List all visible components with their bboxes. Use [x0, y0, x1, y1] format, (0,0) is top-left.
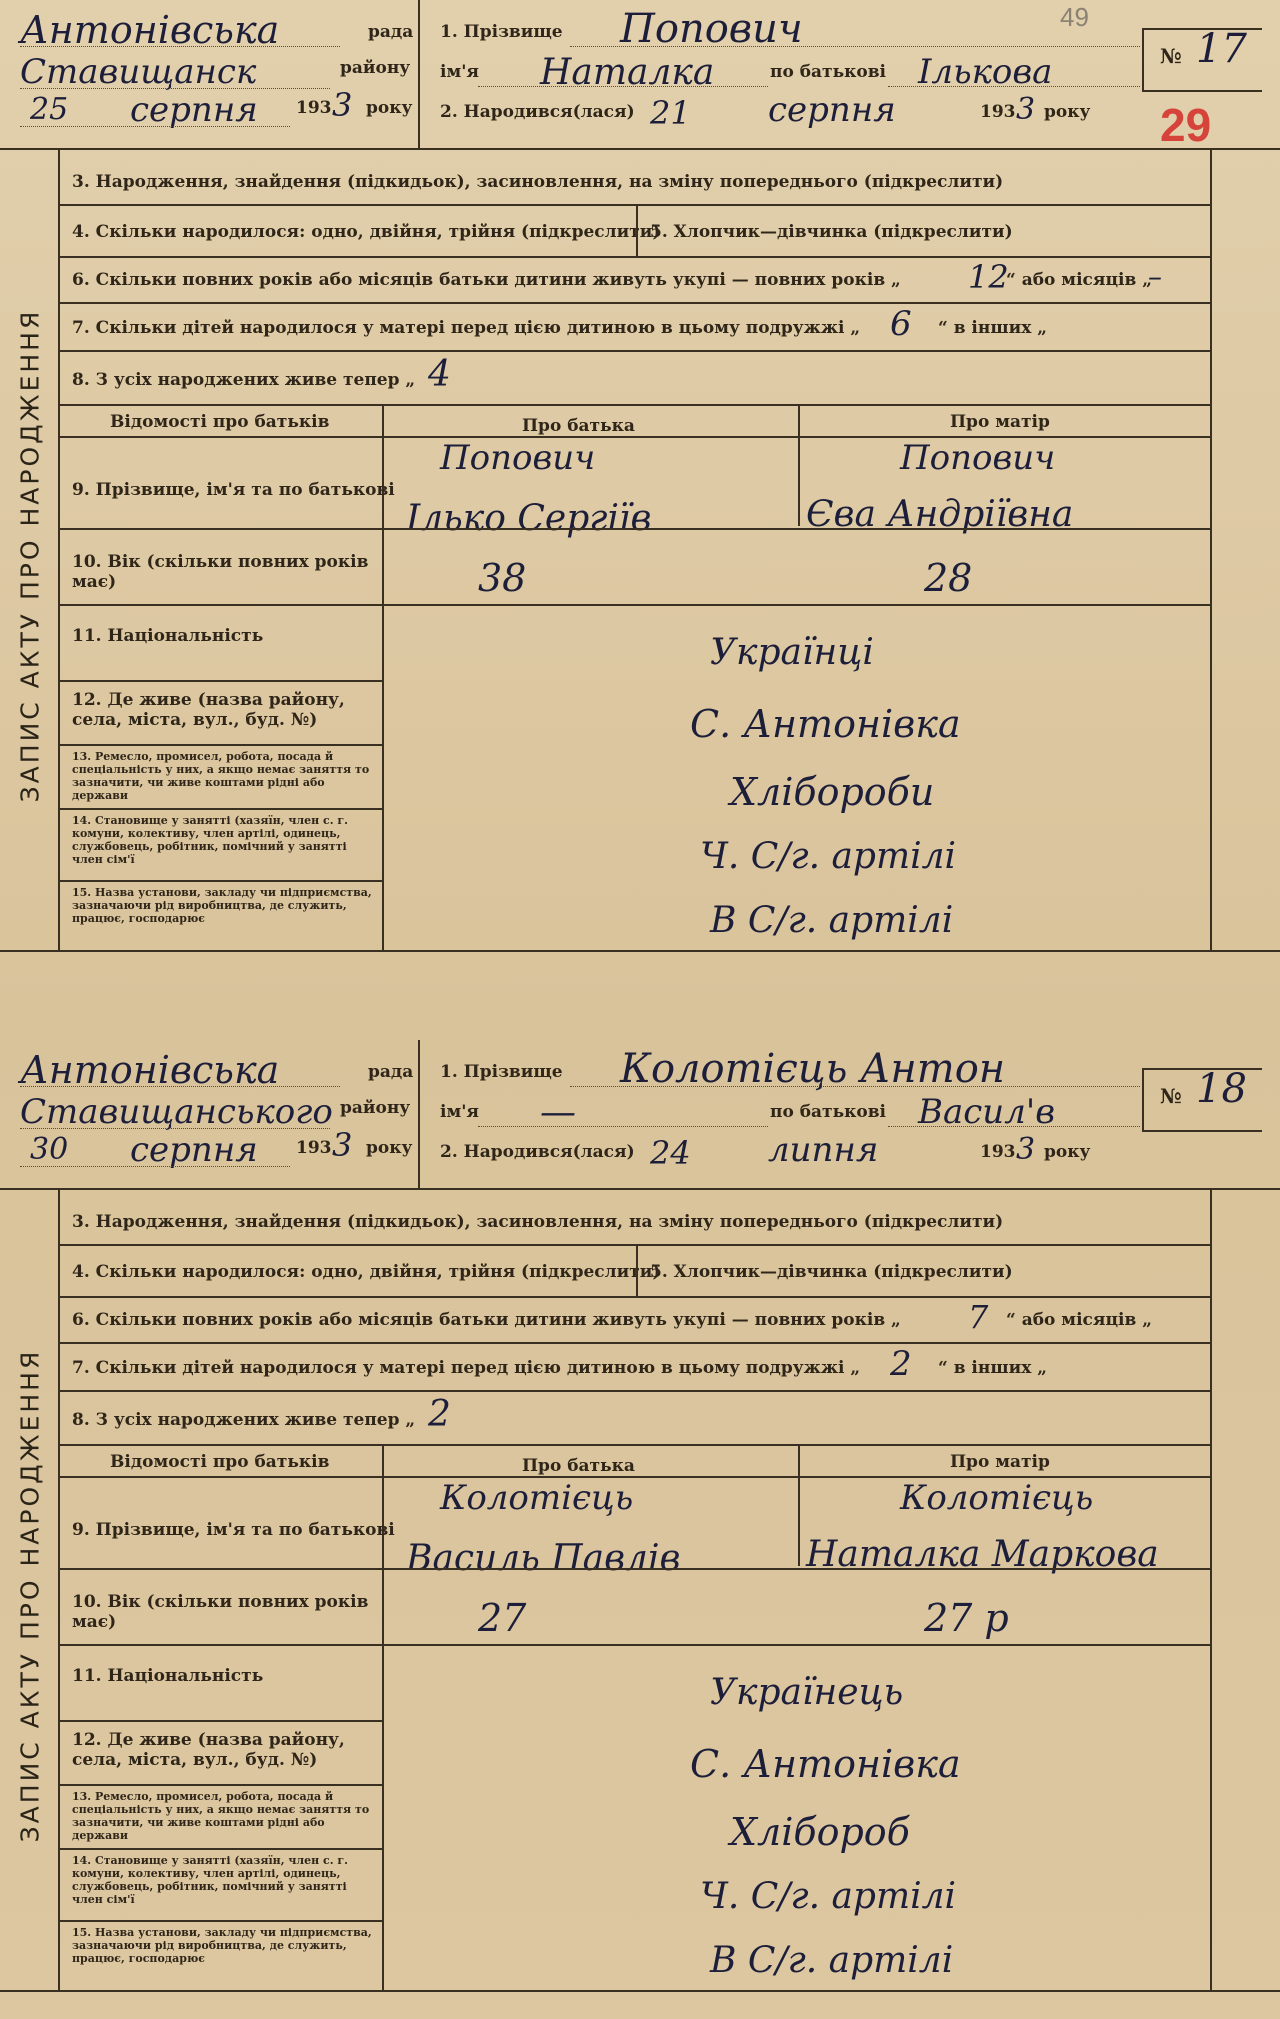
father-surname: Колотієць [440, 1478, 634, 1518]
parents-info-header: Відомості про батьків [110, 1452, 330, 1472]
birth-year-digit: 3 [1016, 92, 1036, 127]
institution: В С/г. артілі [710, 900, 954, 941]
q6-months-label: “ або місяців „ [1006, 1310, 1152, 1330]
q12-label: 12. Де живе (назва району, села, міста, вул., буд. №) [72, 1730, 345, 1770]
q6-years: 7 [968, 1298, 989, 1336]
q3-label: 3. Народження, знайдення (підкидьок), засиновлення, на зміну попереднього (підкреслити) [72, 1212, 1004, 1232]
q14-label: 14. Становище у занятті (хазяїн, член с. г. комуни, колективу, член артілі, одинець, службовець, робітник, помічний у занятті член сім'ї [72, 1854, 348, 1906]
raion-label: району [340, 58, 411, 78]
q6-months-label: “ або місяців „ [1006, 270, 1152, 290]
institution: В С/г. артілі [710, 1940, 954, 1981]
record-year-digit: 3 [332, 1126, 353, 1164]
record-number: 18 [1196, 1066, 1247, 1112]
about-mother-header: Про матір [950, 1452, 1050, 1472]
birth-year-prefix: 193 [980, 1142, 1016, 1162]
council-name: Антонівська [20, 8, 280, 52]
mother-surname: Попович [900, 438, 1056, 478]
mother-name: Наталка Маркова [806, 1534, 1159, 1575]
patronymic-label: по батькові [770, 62, 887, 82]
child-patronymic: Ількова [918, 52, 1053, 92]
birth-day: 21 [650, 94, 691, 132]
name-label: ім'я [440, 1102, 479, 1122]
record-month: серпня [130, 1130, 258, 1170]
pencil-number: 49 [1060, 2, 1089, 32]
residence: С. Антонівка [690, 1742, 961, 1786]
q4-label: 4. Скільки народилося: одно, двійня, трійня (підкреслити) [72, 1262, 661, 1282]
number-sign: № [1160, 44, 1182, 68]
q7-other-label: “ в інших „ [938, 1358, 1048, 1378]
q13-label: 13. Ремесло, промисел, робота, посада й спеціальність у них, а якщо немає заняття то зазначити, чи живе коштами рідні або держави [72, 750, 370, 802]
record-year-digit: 3 [332, 86, 353, 124]
about-father-header: Про батька [522, 416, 635, 436]
q8-alive: 4 [428, 354, 451, 395]
child-surname: Колотієць Антон [620, 1046, 1006, 1092]
mother-surname: Колотієць [900, 1478, 1094, 1518]
district-name: Ставищанск [20, 52, 257, 92]
child-first-name: Наталка [540, 52, 715, 93]
q8-label: 8. З усіх народжених живе тепер „ [72, 370, 416, 390]
surname-label: 1. Прізвище [440, 22, 563, 42]
mother-age: 28 [924, 556, 973, 600]
q9-label: 9. Прізвище, ім'я та по батькові [72, 1520, 395, 1540]
year-prefix: 193 [296, 98, 332, 118]
q4-label: 4. Скільки народилося: одно, двійня, трійня (підкреслити) [72, 222, 661, 242]
patronymic-label: по батькові [770, 1102, 887, 1122]
q6-label: 6. Скільки повних років або місяців батьки дитини живуть укупі — повних років „ [72, 270, 901, 290]
q6-label: 6. Скільки повних років або місяців батьки дитини живуть укупі — повних років „ [72, 1310, 901, 1330]
q10-label: 10. Вік (скільки повних років має) [72, 552, 369, 592]
surname-label: 1. Прізвище [440, 1062, 563, 1082]
child-first-name: — [540, 1092, 576, 1133]
q7-children: 2 [890, 1344, 912, 1384]
q11-label: 11. Національність [72, 1666, 264, 1686]
raion-label: району [340, 1098, 411, 1118]
mother-age: 27 р [924, 1596, 1009, 1640]
record-day: 30 [30, 1132, 69, 1167]
parents-info-header: Відомості про батьків [110, 412, 330, 432]
nationality: Українець [710, 1672, 904, 1713]
q5-label: 5. Хлопчик—дівчинка (підкреслити) [650, 222, 1013, 242]
q6-months: – [1148, 260, 1162, 293]
q3-label: 3. Народження, знайдення (підкидьок), засиновлення, на зміну попереднього (підкреслити) [72, 172, 1004, 192]
q11-label: 11. Національність [72, 626, 264, 646]
q6-years: 12 [968, 258, 1009, 296]
q15-label: 15. Назва установи, закладу чи підприємства, зазначаючи рід виробництва, де служить, працює, господарює [72, 886, 372, 925]
birth-year-prefix: 193 [980, 102, 1016, 122]
q5-label: 5. Хлопчик—дівчинка (підкреслити) [650, 1262, 1013, 1282]
record-number: 17 [1196, 26, 1247, 72]
father-name: Василь Павлів [406, 1538, 681, 1579]
birth-month: липня [768, 1130, 879, 1170]
birth-rok-label: року [1044, 1142, 1091, 1162]
rada-label: рада [368, 1062, 414, 1082]
position: Ч. С/г. артілі [700, 836, 957, 877]
birth-year-digit: 3 [1016, 1132, 1036, 1167]
nationality: Українці [710, 632, 874, 673]
q7-label: 7. Скільки дітей народилося у матері перед цією дитиною в цьому подружжі „ [72, 1358, 861, 1378]
q8-label: 8. З усіх народжених живе тепер „ [72, 1410, 416, 1430]
district-name: Ставищанського [20, 1092, 333, 1132]
birth-rok-label: року [1044, 102, 1091, 122]
q8-alive: 2 [428, 1394, 451, 1435]
father-age: 27 [478, 1596, 527, 1640]
birth-month: серпня [768, 90, 896, 130]
q12-label: 12. Де живе (назва району, села, міста, вул., буд. №) [72, 690, 345, 730]
record-day: 25 [30, 92, 69, 127]
occupation: Хлібороби [730, 770, 935, 814]
child-surname: Попович [620, 6, 803, 52]
year-prefix: 193 [296, 1138, 332, 1158]
about-mother-header: Про матір [950, 412, 1050, 432]
father-name: Ілько Сергіїв [406, 498, 652, 539]
mother-name: Єва Андріївна [806, 494, 1074, 535]
father-surname: Попович [440, 438, 596, 478]
position: Ч. С/г. артілі [700, 1876, 957, 1917]
side-title: ЗАПИС АКТУ ПРО НАРОДЖЕННЯ [15, 308, 45, 802]
q15-label: 15. Назва установи, закладу чи підприємства, зазначаючи рід виробництва, де служить, працює, господарює [72, 1926, 372, 1965]
q7-label: 7. Скільки дітей народилося у матері перед цією дитиною в цьому подружжі „ [72, 318, 861, 338]
born-label: 2. Народився(лася) [440, 102, 635, 122]
rada-label: рада [368, 22, 414, 42]
number-sign: № [1160, 1084, 1182, 1108]
council-name: Антонівська [20, 1048, 280, 1092]
name-label: ім'я [440, 62, 479, 82]
q7-children: 6 [890, 304, 912, 344]
child-patronymic: Васил'в [918, 1092, 1055, 1132]
side-title: ЗАПИС АКТУ ПРО НАРОДЖЕННЯ [15, 1348, 45, 1842]
rok-label: року [366, 1138, 413, 1158]
residence: С. Антонівка [690, 702, 961, 746]
occupation: Хлібороб [730, 1810, 910, 1854]
rok-label: року [366, 98, 413, 118]
record-month: серпня [130, 90, 258, 130]
red-stamp-number: 29 [1160, 99, 1212, 151]
father-age: 38 [478, 556, 527, 600]
q13-label: 13. Ремесло, промисел, робота, посада й спеціальність у них, а якщо немає заняття то зазначити, чи живе коштами рідні або держави [72, 1790, 370, 1842]
about-father-header: Про батька [522, 1456, 635, 1476]
q7-other-label: “ в інших „ [938, 318, 1048, 338]
born-label: 2. Народився(лася) [440, 1142, 635, 1162]
q10-label: 10. Вік (скільки повних років має) [72, 1592, 369, 1632]
birth-day: 24 [650, 1134, 691, 1172]
q14-label: 14. Становище у занятті (хазяїн, член с. г. комуни, колективу, член артілі, одинець, службовець, робітник, помічний у занятті член сім'ї [72, 814, 348, 866]
q9-label: 9. Прізвище, ім'я та по батькові [72, 480, 395, 500]
